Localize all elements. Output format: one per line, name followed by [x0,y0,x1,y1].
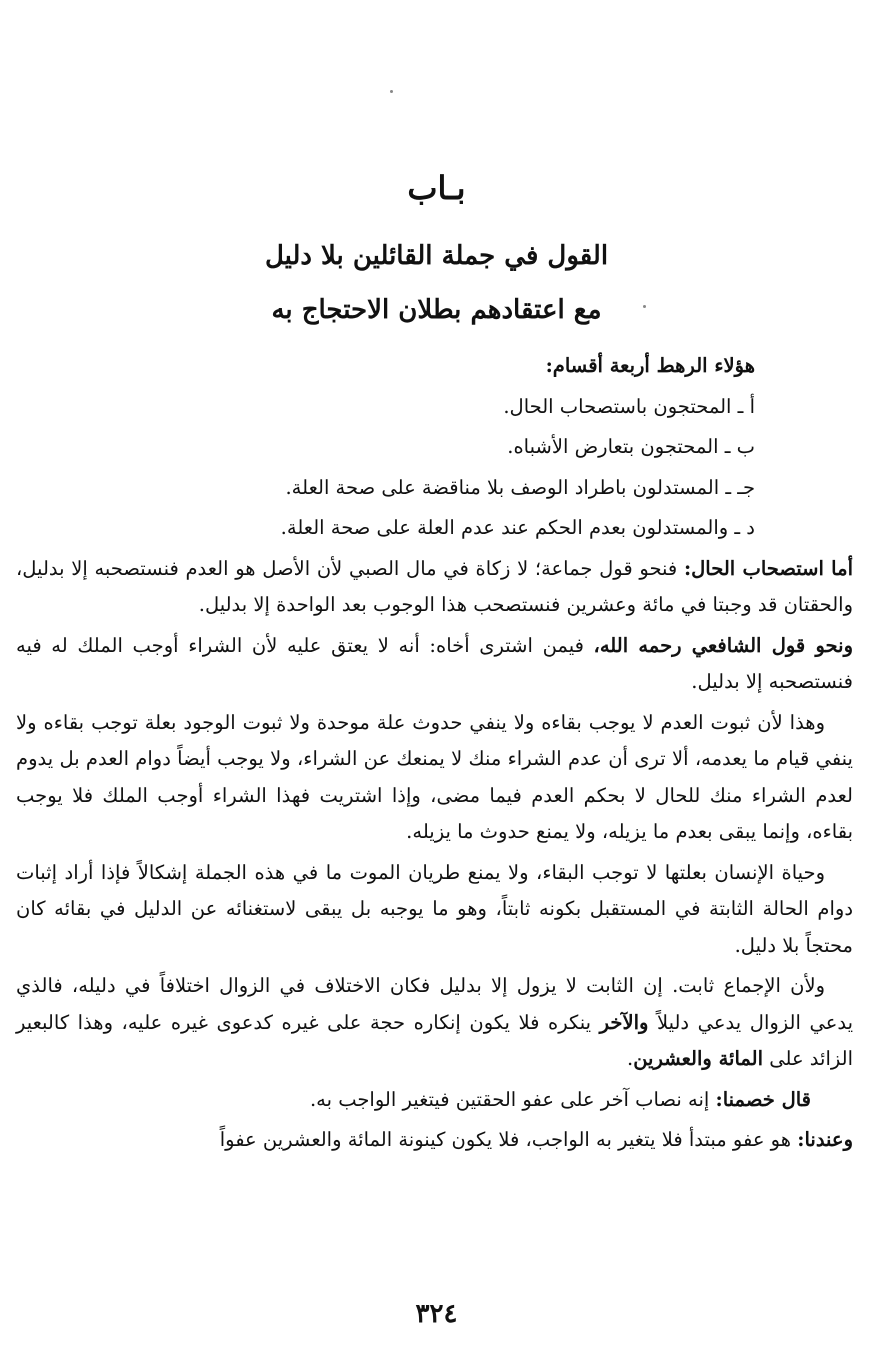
paragraph-lead: أما استصحاب الحال: [683,556,853,580]
paragraph-thubut: وهذا لأن ثبوت العدم لا يوجب بقاءه ولا ينفي حدوث علة موحدة ولا ثبوت الوجود بعلة توجب بقاءه ولا ينفي قيام ما يعدمه، ألا ترى أن عدم الشراء منك لا يمنعك عن الشراء، ولا يوجب أيضاً دوام العدم بل يدوم لعدم الشراء منك للحال لا بحكم العدم فيما مضى، وإذا اشتريت فهذا الشراء أوجب الملك فلا يوجب بقاءه، وإنما يبقى بعدم ما يزيله، ولا يمنع حدوث ما يزيله. [16,710,853,843]
body-text [16,348,853,1163]
paragraph-istishab [16,551,853,624]
paragraph-text: فيمن اشترى أخاه: أنه لا يعتق عليه لأن الشراء أوجب الملك له فيه فنستصحبه إلا بدليل. [16,633,853,693]
speck-mark [390,90,393,93]
section-title-line-1: القول في جملة القائلين بلا دليل [264,241,609,271]
paragraph-lead: وعندنا: [797,1128,853,1151]
paragraph-opponent [16,1082,853,1119]
paragraph-shafii [16,628,853,701]
paragraph-text: فنحو قول جماعة؛ لا زكاة في مال الصبي لأن الأصل هو العدم فنستصحبه إلا بدليل، والحقتان قد وجبتا في مائة وعشرين فنستصحب هذا الوجوب بعد الواحدة إلا بدليل. [16,556,853,616]
paragraph-hayat: وحياة الإنسان بعلتها لا توجب البقاء، ولا يمنع طريان الموت ما في هذه الجملة إشكالاً فإذا أراد إثبات دوام الحالة الثابتة في المستقبل بكونه ثابتاً، وهو ما يوجبه بل يبقى لاستغنائه عن الدليل في بقائه كان محتجاً بلا دليل. [16,860,853,957]
paragraph-text: ولأن الإجماع ثابت. إن الثابت لا يزول إلا بدليل فكان الاختلاف في الزوال اختلافاً في دليله، فالذي يدعي الزوال يدعي دليلاً [16,974,853,1034]
category-item-a: أ ـ المحتجون باستصحاب الحال. [503,394,755,418]
categories-intro: هؤلاء الرهط أربعة أقسام: [545,354,755,377]
page-number: ٣٢٤ [415,1299,458,1329]
paragraph-lead: قال خصمنا: [715,1087,811,1111]
paragraph-emphasis: والآخر [599,1010,649,1034]
paragraph-our-view [16,1122,853,1159]
paragraph-ijma [16,968,853,1078]
section-title-line-2: مع اعتقادهم بطلان الاحتجاج به [271,295,602,325]
paragraph-text: . [626,1047,634,1070]
paragraph-text: هو عفو مبتدأ فلا يتغير به الواجب، فلا يكون كينونة المائة والعشرين عفواً [219,1128,798,1151]
paragraph-emphasis: المائة والعشرين [633,1047,764,1070]
paragraph-text: ينكره فلا يكون إنكاره حجة على غيره كدعوى غيره عليه، وهذا كالبعير الزائد على [16,1010,853,1070]
category-item-b: ب ـ المحتجون بتعارض الأشباه. [507,435,755,458]
paragraph-text: إنه نصاب آخر على عفو الحقتين فيتغير الواجب به. [309,1087,716,1111]
paragraph-lead: ونحو قول الشافعي رحمه الله، [593,633,853,657]
category-item-j: جـ ـ المستدلون باطراد الوصف بلا مناقضة على صحة العلة. [285,475,755,499]
category-item-d: د ـ والمستدلون بعدم الحكم عند عدم العلة على صحة العلة. [280,516,755,539]
chapter-heading: بـاب [407,169,466,207]
